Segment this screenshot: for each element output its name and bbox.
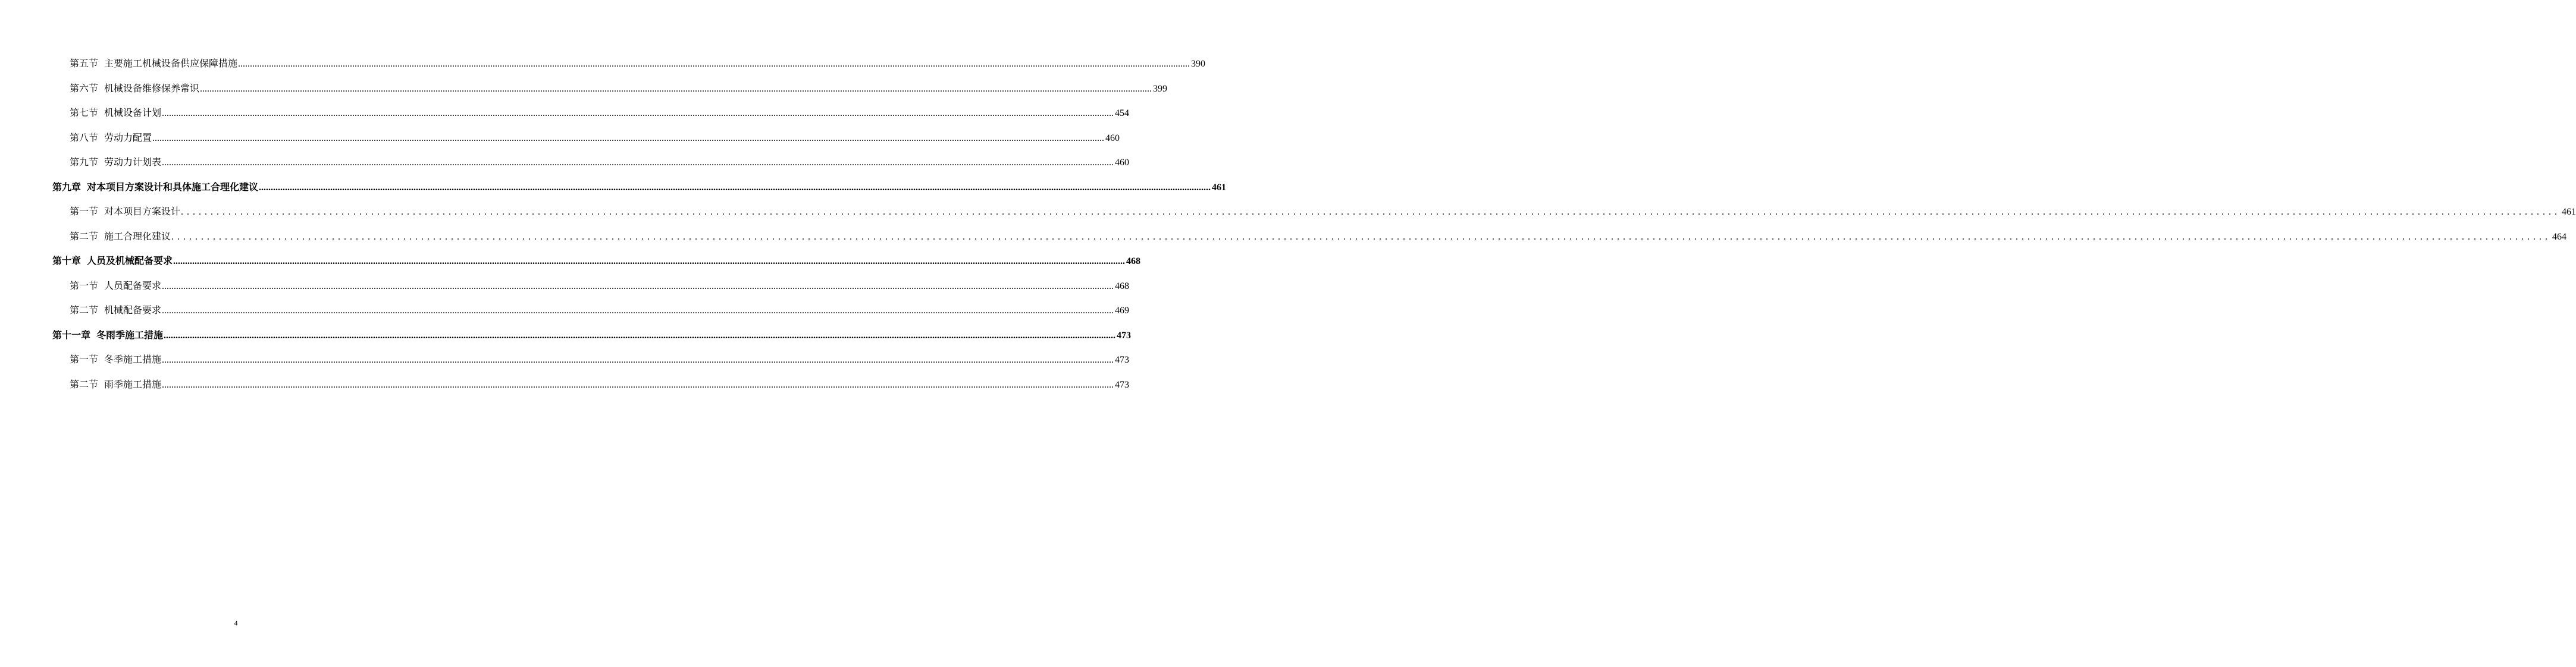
toc-entry-label	[52, 180, 258, 194]
toc-entry-page: 468	[1126, 256, 1141, 266]
toc-entry-number: 第六节	[70, 82, 99, 94]
toc-section-entry[interactable]	[70, 81, 1168, 96]
toc-section-entry[interactable]	[70, 56, 1206, 71]
toc-chapter-entry[interactable]	[52, 328, 1132, 342]
toc-entry-title: 雨季施工措施	[104, 378, 162, 390]
toc-leader-dots: ................................................................................................................................................................................................................................................................................................................................................................................................................	[171, 231, 2552, 242]
toc-chapter-entry[interactable]	[52, 254, 1141, 268]
toc-entry-title: 冬雨季施工措施	[96, 329, 164, 341]
toc-leader-dots: ................................................................................................................................................................................................................................................................................................................................................................................................................	[162, 281, 1114, 291]
toc-entry-label	[70, 353, 161, 367]
toc-section-entry[interactable]	[70, 279, 1130, 293]
toc-entry-title: 机械设备计划	[104, 107, 162, 118]
toc-entry-label	[70, 377, 161, 392]
toc-entry-number: 第十一章	[52, 329, 91, 341]
toc-section-entry[interactable]	[70, 106, 1130, 120]
toc-entry-page: 454	[1115, 108, 1130, 118]
toc-leader-dots: ................................................................................................................................................................................................................................................................................................................................................................................................................	[238, 59, 1190, 69]
toc-entry-label	[70, 56, 237, 71]
toc-entry-page: 464	[2552, 231, 2567, 242]
toc-entry-title: 主要施工机械设备供应保障措施	[104, 58, 238, 69]
toc-entry-label	[70, 155, 161, 169]
toc-entry-page: 469	[1115, 306, 1130, 316]
toc-entry-number: 第二节	[70, 304, 99, 316]
toc-section-entry[interactable]	[70, 155, 1130, 169]
toc-entry-label	[52, 254, 173, 268]
toc-leader-dots: ................................................................................................................................................................................................................................................................................................................................................................................................................	[162, 108, 1114, 118]
toc-entry-number: 第九节	[70, 156, 99, 168]
toc-entry-page: 460	[1115, 158, 1130, 168]
toc-entry-page: 461	[1212, 182, 1227, 193]
toc-section-entry[interactable]	[70, 303, 1130, 317]
toc-entry-title: 机械配备要求	[104, 304, 162, 316]
toc-entry-title: 劳动力计划表	[104, 156, 162, 168]
toc-leader-dots: ................................................................................................................................................................................................................................................................................................................................................................................................................	[162, 158, 1114, 168]
toc-entry-label	[52, 328, 163, 342]
toc-leader-dots: ................................................................................................................................................................................................................................................................................................................................................................................................................	[173, 256, 1126, 266]
toc-leader-dots: ................................................................................................................................................................................................................................................................................................................................................................................................................	[200, 83, 1152, 94]
toc-entry-label	[70, 204, 180, 219]
toc-leader-dots: ................................................................................................................................................................................................................................................................................................................................................................................................................	[259, 182, 1211, 193]
toc-entry-number: 第二节	[70, 378, 99, 390]
toc-section-entry[interactable]	[70, 377, 1130, 392]
toc-leader-dots: ................................................................................................................................................................................................................................................................................................................................................................................................................	[152, 133, 1105, 143]
toc-entry-label	[70, 303, 161, 317]
toc-entry-page: 468	[1115, 281, 1130, 291]
toc-entry-page: 473	[1115, 355, 1130, 365]
toc-entry-number: 第七节	[70, 107, 99, 118]
toc-entry-number: 第十章	[52, 255, 82, 266]
toc-entry-number: 第一节	[70, 279, 99, 291]
toc-entry-title: 机械设备维修保养常识	[104, 82, 200, 94]
toc-entry-number: 第一节	[70, 354, 99, 365]
toc-leader-dots: ................................................................................................................................................................................................................................................................................................................................................................................................................	[162, 355, 1114, 365]
toc-entry-number: 第一节	[70, 206, 99, 217]
page-number: 4	[234, 619, 238, 627]
toc-entry-page: 460	[1105, 133, 1120, 143]
toc-section-entry[interactable]	[70, 131, 1120, 145]
toc-entry-page: 473	[1117, 330, 1132, 341]
toc-entry-label	[70, 229, 171, 244]
toc-leader-dots: ................................................................................................................................................................................................................................................................................................................................................................................................................	[162, 306, 1114, 316]
toc-chapter-entry[interactable]	[52, 180, 1227, 194]
toc-entry-label	[70, 279, 161, 293]
toc-entry-page: 399	[1153, 83, 1168, 94]
toc-entry-title: 人员配备要求	[104, 279, 162, 291]
toc-entry-title: 施工合理化建议	[104, 230, 171, 242]
toc-entry-page: 473	[1115, 379, 1130, 390]
toc-entry-title: 对本项目方案设计	[104, 206, 181, 217]
toc-entry-title: 劳动力配置	[104, 131, 152, 143]
toc-leader-dots: ................................................................................................................................................................................................................................................................................................................................................................................................................	[164, 330, 1116, 341]
toc-entry-number: 第五节	[70, 58, 99, 69]
toc-entry-title: 冬季施工措施	[104, 354, 162, 365]
toc-entry-page: 461	[2562, 207, 2576, 217]
toc-section-entry[interactable]	[70, 229, 2567, 244]
toc-entry-title: 对本项目方案设计和具体施工合理化建议	[87, 181, 259, 193]
toc-leader-dots: ................................................................................................................................................................................................................................................................................................................................................................................................................	[181, 207, 2561, 217]
toc-entry-number: 第九章	[52, 181, 82, 193]
toc-section-entry[interactable]	[70, 204, 2576, 219]
toc-entry-label	[70, 81, 199, 96]
toc-section-entry[interactable]	[70, 353, 1130, 367]
toc-entry-label	[70, 131, 152, 145]
toc-entry-number: 第八节	[70, 131, 99, 143]
toc-leader-dots: ................................................................................................................................................................................................................................................................................................................................................................................................................	[162, 379, 1114, 390]
toc-entry-number: 第二节	[70, 230, 99, 242]
toc-entry-title: 人员及机械配备要求	[87, 255, 173, 266]
toc-entry-label	[70, 106, 161, 120]
toc-entry-page: 390	[1191, 59, 1206, 69]
